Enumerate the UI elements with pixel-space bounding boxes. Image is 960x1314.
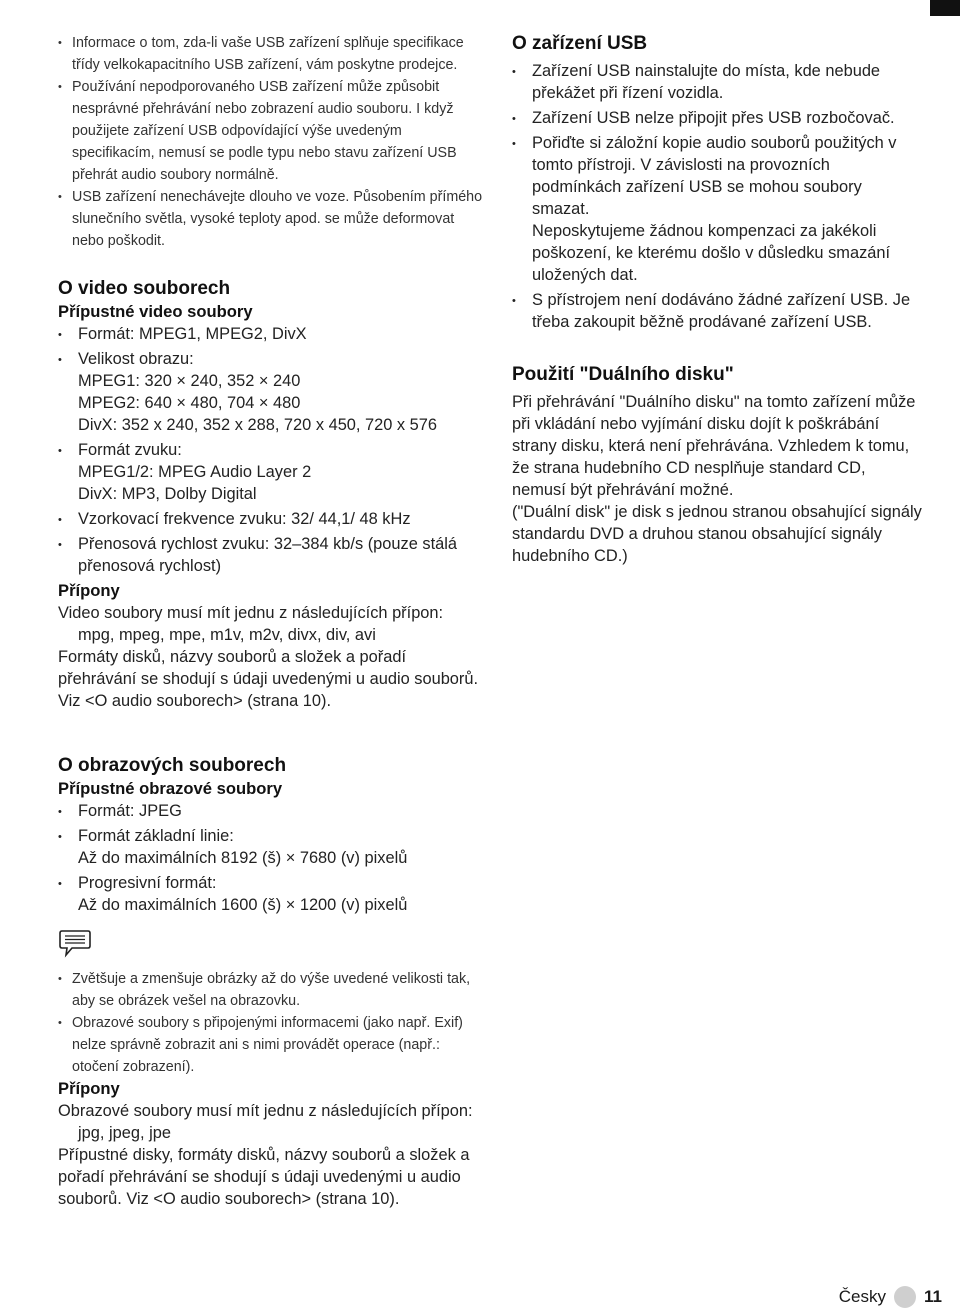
image-baseline-value: Až do maximálních 8192 (š) × 7680 (v) pixelů <box>78 849 408 867</box>
usb-note-item: • Informace o tom, zda-li vaše USB zařízení splňuje specifikace třídy velkokapacitního USB zařízení, vám poskytne prodejce. <box>58 32 483 76</box>
left-column <box>58 32 483 1210</box>
video-ext-note: Formáty disků, názvy souborů a složek a pořadí přehrávání se shodují s údaji uvedenými u audio souborů. Viz <O audio souborech> (strana 10). <box>58 648 479 710</box>
image-note-item: • Obrazové soubory s připojenými informacemi (jako např. Exif) nelze správně zobrazit ani s nimi provádět operace (např.: otočení zobrazení). <box>58 1012 483 1078</box>
image-baseline-item <box>58 825 483 869</box>
image-notes-list <box>58 968 483 1078</box>
usb-backup-text: Pořiďte si záložní kopie audio souborů použitých v tomto přístroji. V závislosti na provozních podmínkách zařízení USB se mohou soubory smazat. <box>532 134 897 218</box>
usb-note-item: • Používání nepodporovaného USB zařízení může způsobit nesprávné přehrávání nebo zobrazení audio souboru. I když použijete zařízení USB odpovídající výše uvedeným specifikacím, nemusí se podle typu nebo stavu zařízení USB přehrát audio soubory normálně. <box>58 76 483 186</box>
footer-language: Česky <box>838 1287 887 1306</box>
image-ext-list: jpg, jpeg, jpe <box>78 1124 171 1142</box>
image-note-item: • Zvětšuje a zmenšuje obrázky až do výše uvedené velikosti tak, aby se obrázek vešel na obrazovku. <box>58 968 483 1012</box>
page-corner-mark <box>930 0 960 16</box>
video-ext-intro: Video soubory musí mít jednu z následujících přípon: <box>58 604 444 622</box>
image-ext-note: Přípustné disky, formáty disků, názvy souborů a složek a pořadí přehrávání se shodují s údaji uvedenými u audio souborů. Viz <O audio souborech> (strana 10). <box>58 1146 470 1208</box>
dual-disc-section-title: Použití "Duálního disku" <box>512 364 734 385</box>
video-section-title: O video souborech <box>58 278 231 299</box>
image-allowed-heading: Přípustné obrazové soubory <box>58 779 283 798</box>
video-audio-item <box>58 439 483 505</box>
dual-disc-paragraph: Při přehrávání "Duálního disku" na tomto zařízení může při vkládání nebo vyjímání disku dojít k poškrábání strany disku, která není přehrávána. Vzhledem k tomu, že strana hudebního CD nesplňuje standard CD, nemusí být přehrávání možné. <box>512 393 916 499</box>
note-icon <box>58 928 92 958</box>
video-audio-label: • Formát zvuku: <box>78 441 182 459</box>
video-size-line: MPEG2: 640 × 480, 704 × 480 <box>78 394 301 412</box>
video-ext-heading: Přípony <box>58 581 120 600</box>
video-format-item <box>58 323 483 345</box>
usb-list-item: • S přístrojem není dodáváno žádné zařízení USB. Je třeba zakoupit běžně prodávané zařízení USB. <box>512 289 922 333</box>
video-audio-line: DivX: MP3, Dolby Digital <box>78 485 257 503</box>
dual-disc-definition: ("Duální disk" je disk s jednou stranou obsahující signály standardu DVD a druhou stanou obsahující signály hudebního CD.) <box>512 503 922 565</box>
image-baseline-label: • Formát základní linie: <box>78 827 234 845</box>
image-spec-list <box>58 800 483 916</box>
video-allowed-heading: Přípustné video soubory <box>58 302 253 321</box>
usb-compensation-text: Neposkytujeme žádnou kompenzaci za jakékoli poškození, ke kterému došlo v důsledku smazání uložených dat. <box>532 222 891 284</box>
image-progressive-item <box>58 872 483 916</box>
video-size-line: MPEG1: 320 × 240, 352 × 240 <box>78 372 301 390</box>
video-ext-list: mpg, mpeg, mpe, m1v, m2v, divx, div, avi <box>78 626 376 644</box>
page-number: 11 <box>924 1287 942 1306</box>
usb-list-item <box>512 132 922 286</box>
image-ext-heading: Přípony <box>58 1079 120 1098</box>
footer-dot-icon <box>894 1286 916 1308</box>
video-sampling-item: • Vzorkovací frekvence zvuku: 32/ 44,1/ 48 kHz <box>58 508 483 530</box>
right-column <box>512 32 922 567</box>
video-format-text: Formát: MPEG1, MPEG2, DivX <box>78 325 307 343</box>
image-progressive-label: • Progresivní formát: <box>78 874 217 892</box>
usb-list <box>512 60 922 333</box>
image-section-title: O obrazových souborech <box>58 755 287 776</box>
usb-section-title: O zařízení USB <box>512 33 648 54</box>
page-footer <box>839 1286 942 1308</box>
usb-note-item: • USB zařízení nenechávejte dlouho ve voze. Působením přímého slunečního světla, vysoké teploty apod. se může deformovat nebo poškodit. <box>58 186 483 252</box>
video-size-line: DivX: 352 x 240, 352 x 288, 720 x 450, 720 x 576 <box>78 416 438 434</box>
video-size-item <box>58 348 483 436</box>
image-format-item: • Formát: JPEG <box>58 800 483 822</box>
image-progressive-value: Až do maximálních 1600 (š) × 1200 (v) pixelů <box>78 896 408 914</box>
usb-list-item: • Zařízení USB nainstalujte do místa, kde nebude překážet při řízení vozidla. <box>512 60 922 104</box>
video-spec-list <box>58 323 483 577</box>
video-audio-line: MPEG1/2: MPEG Audio Layer 2 <box>78 463 312 481</box>
usb-list-item: • Zařízení USB nelze připojit přes USB rozbočovač. <box>512 107 922 129</box>
image-ext-intro: Obrazové soubory musí mít jednu z následujících přípon: <box>58 1102 473 1120</box>
video-bitrate-item: • Přenosová rychlost zvuku: 32–384 kb/s (pouze stálá přenosová rychlost) <box>58 533 483 577</box>
usb-notes-list <box>58 32 483 252</box>
video-size-label: • Velikost obrazu: <box>78 350 194 368</box>
